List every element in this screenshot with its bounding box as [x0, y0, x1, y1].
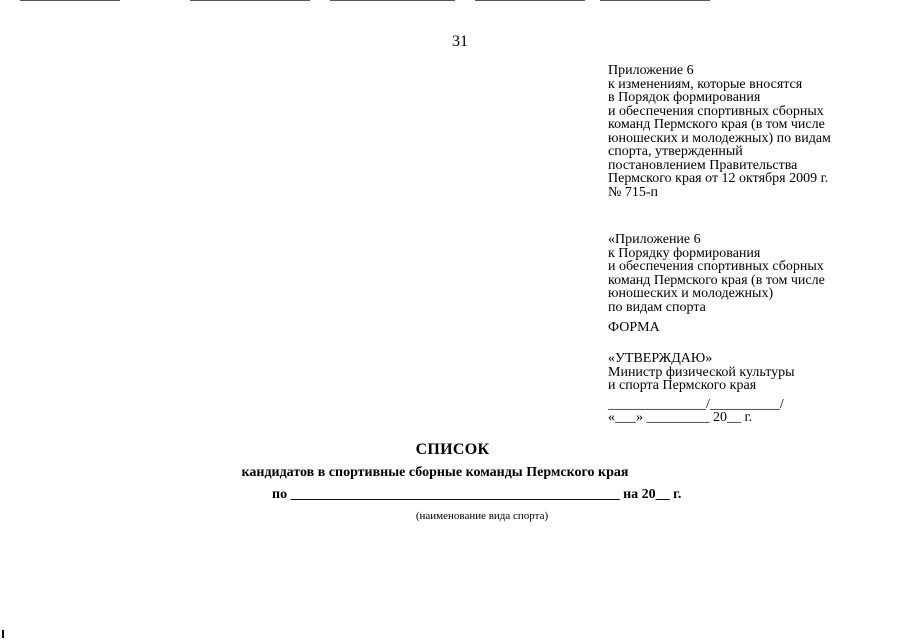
inner-appendix-line: юношеских и молодежных) — [608, 286, 774, 301]
inner-appendix-line: к Порядку формирования — [608, 245, 761, 261]
document-subtitle: кандидатов в спортивные сборные команды Пермского края — [241, 465, 629, 480]
appendix-line: Приложение 6 — [608, 63, 694, 78]
inner-appendix-block — [608, 233, 898, 314]
appendix-line: юношеских и молодежных) по видам — [608, 130, 831, 146]
approval-block — [608, 352, 795, 393]
approval-line: «УТВЕРЖДАЮ» — [608, 351, 713, 366]
margin-mark — [2, 630, 4, 638]
inner-appendix-line: по видам спорта — [608, 299, 706, 315]
form-label: ФОРМА — [608, 320, 660, 335]
appendix-line: № 715-п — [608, 184, 659, 200]
approval-line: Министр физической культуры — [608, 364, 795, 380]
top-rule-1 — [20, 0, 120, 1]
appendix-line: и обеспечения спортивных сборных — [608, 103, 824, 119]
appendix-line: команд Пермского края (в том числе — [608, 117, 825, 132]
top-rule-4 — [475, 0, 585, 1]
document-title: СПИСОК — [415, 441, 490, 458]
top-rule-2 — [190, 0, 310, 1]
sport-line: по _______________________________________________ на 20__ г. — [272, 487, 682, 502]
signature-line: ______________/__________/ — [608, 397, 784, 412]
top-rule-3 — [330, 0, 455, 1]
sport-caption: (наименование вида спорта) — [415, 510, 549, 522]
inner-appendix-line: и обеспечения спортивных сборных — [608, 259, 824, 274]
inner-appendix-line: команд Пермского края (в том числе — [608, 272, 825, 288]
approval-line: и спорта Пермского края — [608, 378, 757, 393]
appendix-line: Пермского края от 12 октября 2009 г. — [608, 171, 829, 186]
appendix-line: в Порядок формирования — [608, 90, 761, 105]
top-rule-5 — [600, 0, 710, 1]
appendix-block — [608, 64, 898, 199]
appendix-line: к изменениям, которые вносятся — [608, 76, 803, 92]
appendix-line: постановлением Правительства — [608, 157, 798, 173]
appendix-line: спорта, утвержденный — [608, 144, 743, 159]
date-line: «___» _________ 20__ г. — [608, 410, 753, 425]
page-number: 31 — [452, 33, 468, 50]
inner-appendix-line: «Приложение 6 — [608, 232, 701, 247]
